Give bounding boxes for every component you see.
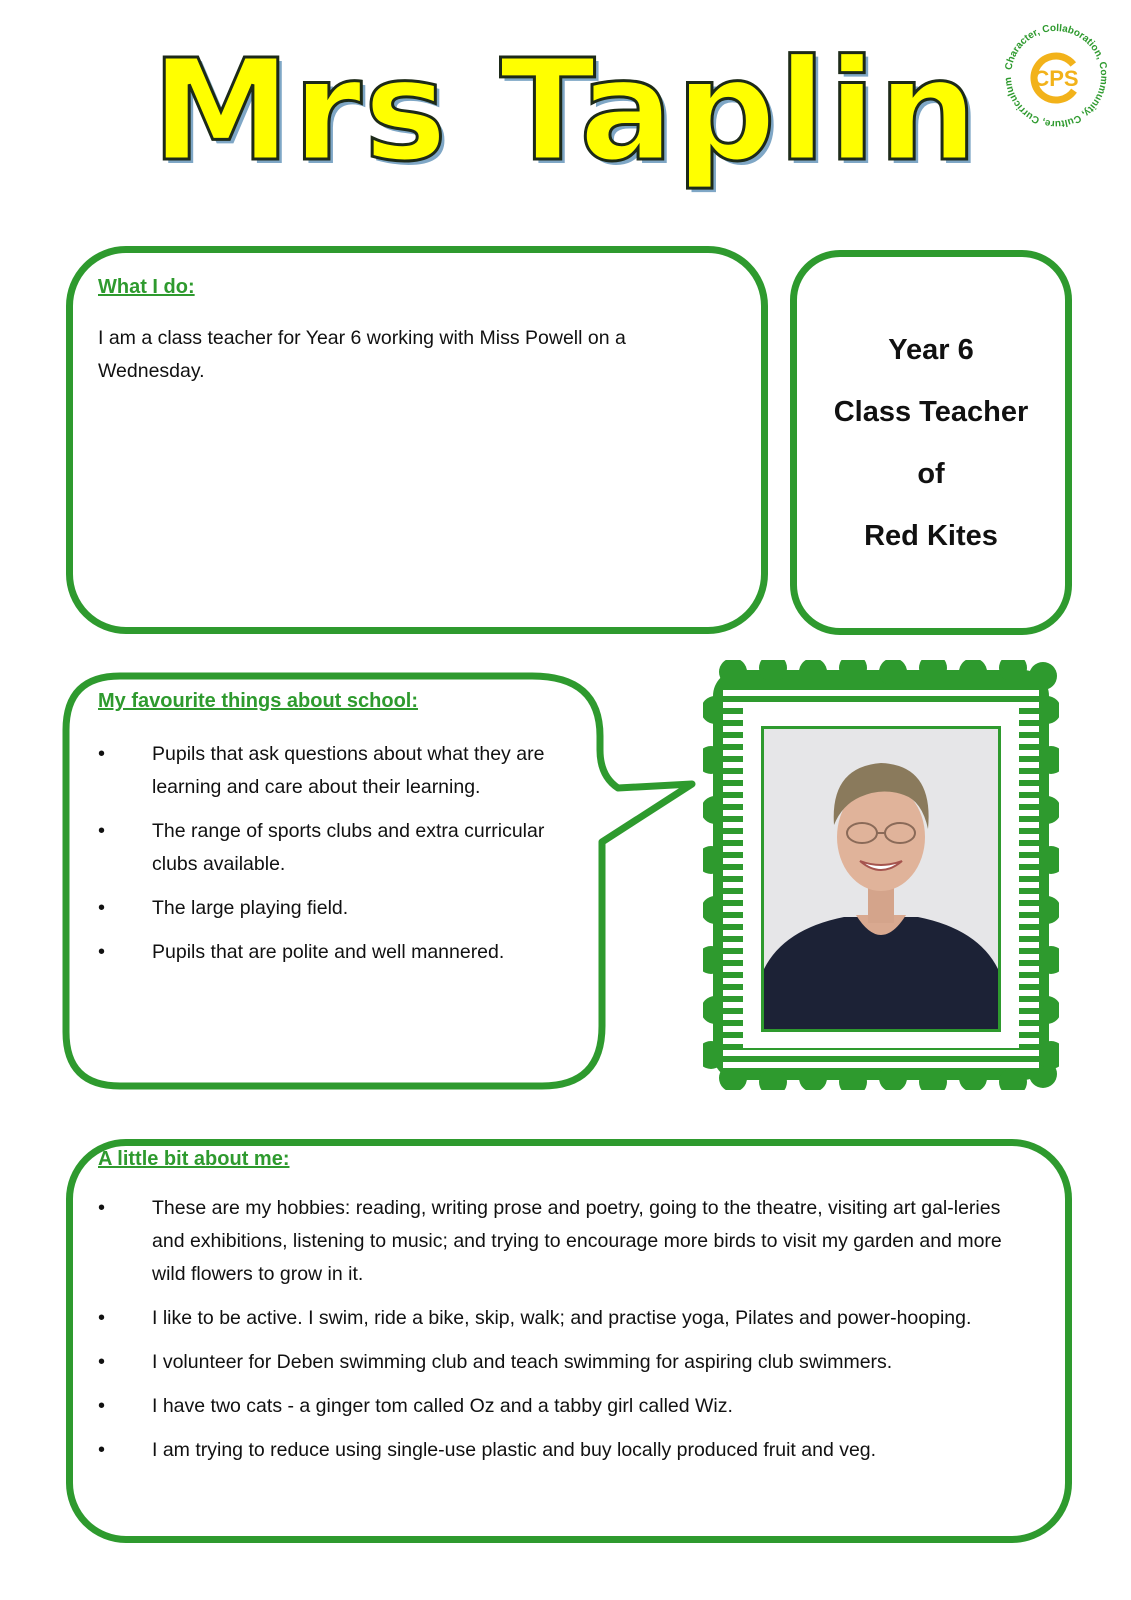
logo-monogram: CPS: [1033, 66, 1079, 91]
list-item: • I have two cats - a ginger tom called Oz and a tabby girl called Wiz.: [98, 1390, 1028, 1423]
favourites-list: [98, 738, 588, 980]
role-panel: [790, 250, 1072, 635]
favourites-heading: My favourite things about school:: [98, 690, 419, 712]
about-me-list: [98, 1192, 1028, 1478]
role-year: Year 6: [888, 333, 974, 366]
teacher-photo: [761, 726, 1001, 1032]
list-item: • I like to be active. I swim, ride a bike, skip, walk; and practise yoga, Pilates and power-hooping.: [98, 1302, 1028, 1335]
role-class-name: Red Kites: [864, 519, 998, 552]
list-item: • I am trying to reduce using single-use plastic and buy locally produced fruit and veg.: [98, 1434, 1028, 1467]
role-title: Class Teacher: [833, 395, 1029, 428]
list-item: • Pupils that ask questions about what they are learning and care about their learning.: [98, 738, 588, 804]
role-of: of: [917, 457, 945, 490]
page-title: Mrs Taplin: [151, 30, 980, 193]
what-i-do-heading: What I do:: [98, 276, 195, 298]
list-item: • These are my hobbies: reading, writing prose and poetry, going to the theatre, visiting art gal-leries and exhibitions, listening to music; and trying to encourage more birds to visit my garden and more wild flowers to grow in it.: [98, 1192, 1028, 1291]
school-logo: [1000, 20, 1112, 132]
what-i-do-text: I am a class teacher for Year 6 working with Miss Powell on a Wednesday.: [98, 327, 626, 382]
what-i-do-panel: [66, 246, 768, 634]
list-item: • Pupils that are polite and well mannered.: [98, 936, 588, 969]
list-item: • The large playing field.: [98, 892, 588, 925]
about-me-heading: A little bit about me:: [98, 1148, 290, 1170]
list-item: • I volunteer for Deben swimming club and teach swimming for aspiring club swimmers.: [98, 1346, 1028, 1379]
portrait-illustration: [764, 729, 998, 1029]
logo-ring-text: Character, Collaboration, Community, Culture, Curriculum: [1002, 22, 1110, 130]
list-item: • The range of sports clubs and extra curricular clubs available.: [98, 815, 588, 881]
